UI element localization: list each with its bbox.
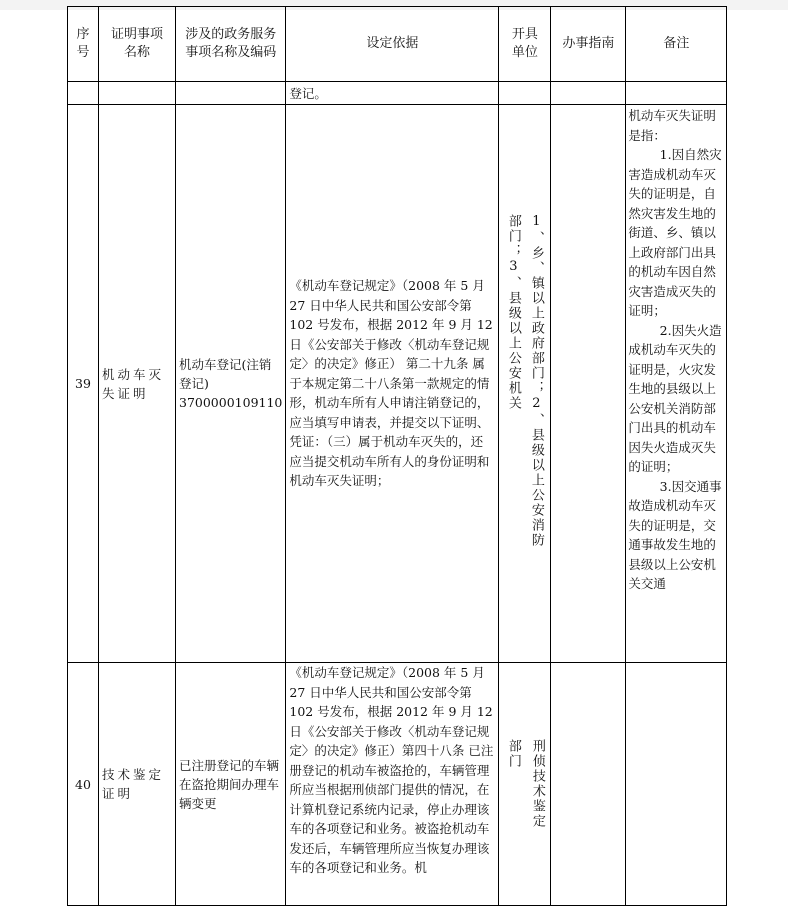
row-remark bbox=[626, 105, 727, 663]
header-guide: 办事指南 bbox=[551, 7, 626, 82]
table-row bbox=[68, 663, 727, 906]
row-service-name: 已注册登记的车辆在盗抢期间办理车辆变更 bbox=[176, 663, 286, 906]
header-basis: 设定依据 bbox=[286, 7, 499, 82]
row-guide bbox=[551, 663, 626, 906]
row-basis: 《机动车登记规定》（2008 年 5 月 27 日中华人民共和国公安部令第 102 号发布，根据 2012 年 9 月 12 日《公安部关于修改〈机动车登记规定〉的决定》修正） 第二十九条 属于本规定第二十八条第一款规定的情形，机动车所有人申请注销登记的，应当填写申请表，并提交以下证明、凭证：（三）属于机动车灭失的，还应当提交机动车所有人的身份证明和机动车灭失证明； bbox=[286, 105, 499, 663]
row-service-name: 机动车登记(注销登记) bbox=[179, 357, 272, 391]
row-seq: 40 bbox=[68, 663, 99, 906]
row-item-name: 机动车灭失证明 bbox=[99, 105, 176, 663]
row-service-code: 3700000109110 bbox=[179, 395, 283, 410]
row-item-name: 技术鉴定证明 bbox=[99, 663, 176, 906]
certificate-table bbox=[67, 6, 727, 906]
carry-over-row bbox=[68, 82, 727, 105]
header-remark: 备注 bbox=[626, 7, 727, 82]
row-issuer: 1、乡、镇以上政府部门；2、县级以上公安消防部门；3、县级以上公安机关 bbox=[505, 213, 544, 548]
carry-basis: 登记。 bbox=[286, 82, 499, 105]
row-seq: 39 bbox=[68, 105, 99, 663]
header-service-name: 涉及的政务服务事项名称及编码 bbox=[176, 7, 286, 82]
remark-item-2: 2.因失火造成机动车灭失的证明是，火灾发生地的县级以上公安机关消防部门出具的机动车因失火造成灭失的证明； bbox=[628, 322, 722, 474]
table-row bbox=[68, 105, 727, 663]
remark-item-1: 1.因自然灾害造成机动车灭失的证明是，自然灾害发生地的街道、乡、镇以上政府部门出具的机动车因自然灾害造成灭失的证明； bbox=[628, 147, 722, 318]
row-issuer-cell bbox=[499, 663, 551, 906]
row-basis: 《机动车登记规定》（2008 年 5 月 27 日中华人民共和国公安部令第 102 号发布，根据 2012 年 9 月 12 日《公安部关于修改〈机动车登记规定〉的决定》修正）第四十八条 已注册登记的机动车被盗抢的，车辆管理所应当根据刑侦部门提供的情况，在计算机登记系统内记录，停止办理该车的各项登记和业务。被盗抢机动车发还后，车辆管理所应当恢复办理该车的各项登记和业务。机 bbox=[286, 663, 499, 906]
header-seq: 序号 bbox=[68, 7, 99, 82]
row-issuer: 刑侦技术鉴定部门 bbox=[505, 739, 545, 829]
row-remark bbox=[626, 663, 727, 906]
remark-intro: 机动车灭失证明是指： bbox=[628, 108, 716, 143]
row-service bbox=[176, 105, 286, 663]
row-issuer-cell bbox=[499, 105, 551, 663]
remark-item-3: 3.因交通事故造成机动车灭失的证明是，交通事故发生地的县级以上公安机关交通 bbox=[628, 478, 722, 591]
header-item-name: 证明事项名称 bbox=[99, 7, 176, 82]
row-guide bbox=[551, 105, 626, 663]
header-issuer: 开具单位 bbox=[499, 7, 551, 82]
header-row bbox=[68, 7, 727, 82]
